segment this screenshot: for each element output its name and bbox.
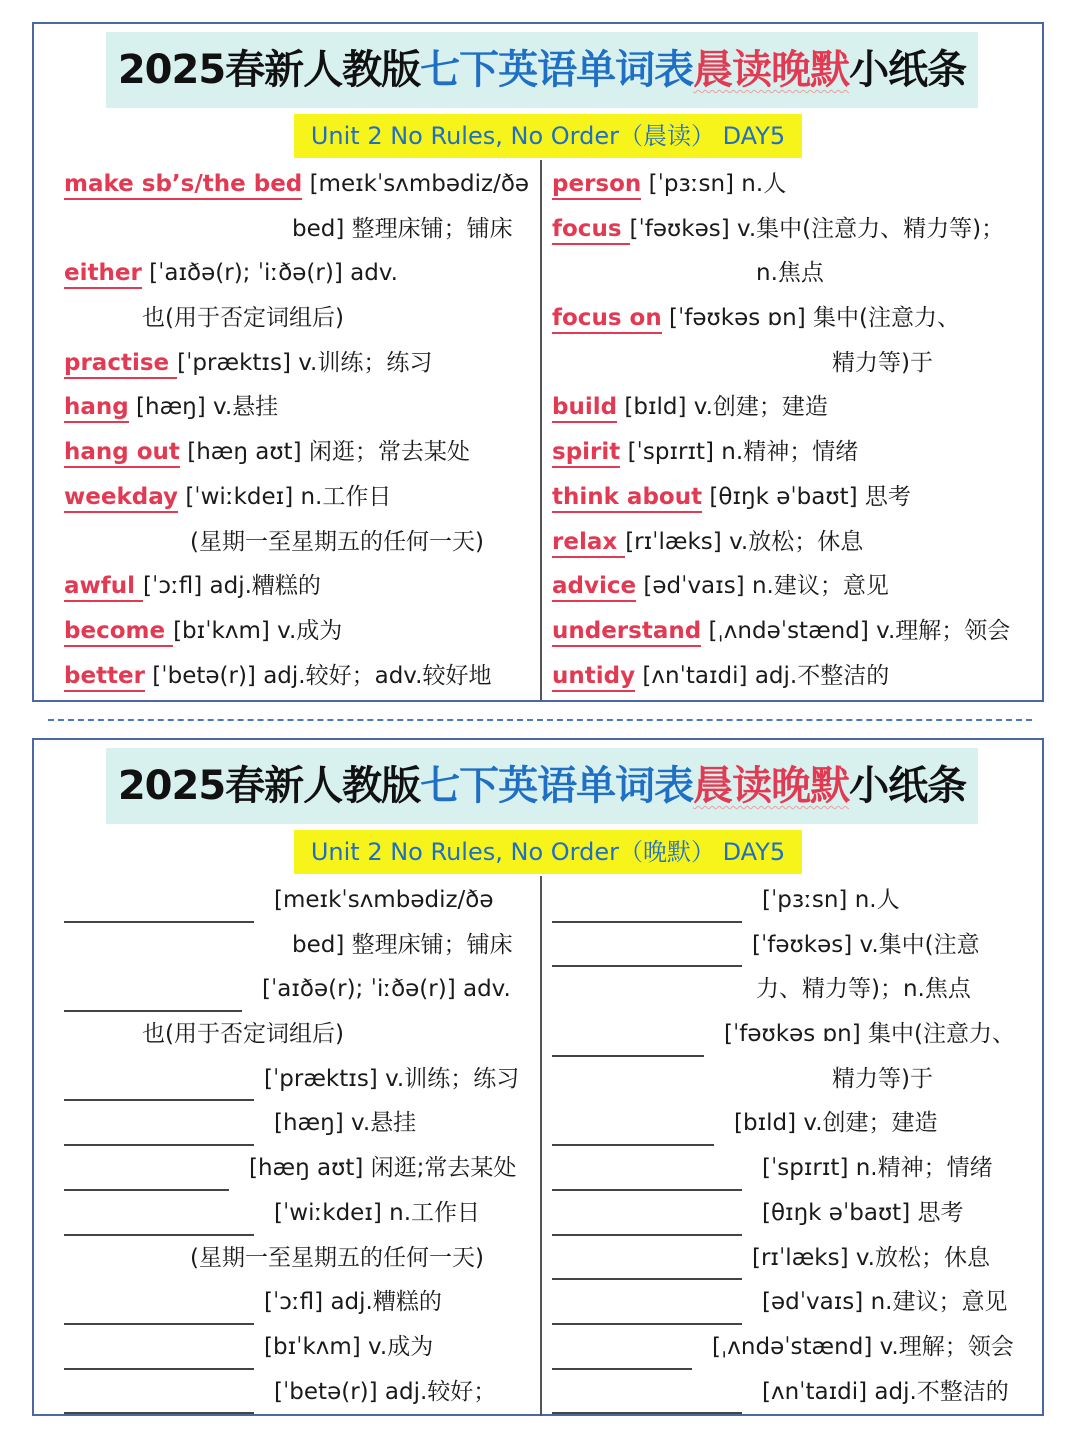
vocab-line bbox=[64, 520, 534, 565]
answer-blank[interactable] bbox=[552, 935, 742, 967]
vocab-line bbox=[64, 1370, 534, 1415]
vocab-line bbox=[552, 1101, 1032, 1146]
vocab-word: advice bbox=[552, 573, 636, 602]
vocab-line bbox=[64, 430, 534, 475]
vocab-word: understand bbox=[552, 618, 701, 647]
vocab-line bbox=[552, 1280, 1032, 1325]
vocab-word: become bbox=[64, 618, 173, 647]
vocab-definition: [ˈfəʊkəs ɒn] 集中(注意力、 bbox=[661, 305, 960, 332]
vocab-definition: [ədˈvaɪs] n.建议；意见 bbox=[636, 573, 889, 600]
vocab-line bbox=[552, 564, 1032, 609]
definition-continuation: bed] 整理床铺；铺床 bbox=[292, 931, 513, 958]
vocab-definition: [hæŋ aʊt] 闲逛;常去某处 bbox=[249, 1155, 517, 1182]
vocab-definition: [ˈwiːkdeɪ] n.工作日 bbox=[178, 483, 392, 510]
vocab-word: focus on bbox=[552, 305, 662, 334]
vocab-word: build bbox=[552, 394, 617, 423]
definition-continuation: bed] 整理床铺；铺床 bbox=[292, 215, 513, 242]
vocab-line bbox=[552, 654, 1032, 699]
vocab-line bbox=[552, 385, 1032, 430]
vocab-word: practise bbox=[64, 350, 177, 379]
column-divider bbox=[540, 160, 542, 700]
vocab-line bbox=[552, 296, 1032, 341]
vocab-line bbox=[64, 385, 534, 430]
vocab-definition: [ˈfəʊkəs ɒn] 集中(注意力、 bbox=[724, 1021, 1015, 1048]
definition-continuation: 也(用于否定词组后) bbox=[142, 1021, 344, 1048]
vocab-line bbox=[64, 207, 534, 252]
vocab-word: better bbox=[64, 663, 145, 692]
vocab-line bbox=[64, 296, 534, 341]
vocab-word: focus bbox=[552, 216, 630, 245]
vocab-word: hang out bbox=[64, 439, 180, 468]
answer-blank[interactable] bbox=[552, 1293, 742, 1325]
evening-subtitle: Unit 2 No Rules, No Order（晚默） DAY5 bbox=[294, 830, 802, 874]
vocab-definition: [θɪŋk əˈbaʊt] 思考 bbox=[762, 1199, 964, 1226]
answer-blank[interactable] bbox=[64, 1159, 229, 1191]
vocab-line bbox=[64, 1101, 534, 1146]
definition-continuation: 精力等)于 bbox=[832, 1065, 933, 1092]
vocab-definition: [ˌʌndəˈstænd] v.理解；领会 bbox=[712, 1333, 1014, 1360]
vocab-definition: [rɪˈlæks] v.放松；休息 bbox=[625, 528, 864, 555]
vocab-line bbox=[64, 654, 534, 699]
vocab-definition: [ʌnˈtaɪdi] adj.不整洁的 bbox=[635, 662, 890, 689]
vocab-definition: [ˌʌndəˈstænd] v.理解；领会 bbox=[701, 617, 1011, 644]
vocab-definition: [ˈɔːfl] adj.糟糕的 bbox=[143, 573, 321, 600]
vocab-line bbox=[552, 341, 1032, 386]
vocab-word: relax bbox=[552, 529, 625, 558]
vocab-line bbox=[552, 475, 1032, 520]
definition-continuation: (星期一至星期五的任何一天) bbox=[190, 1244, 484, 1271]
morning-subtitle: Unit 2 No Rules, No Order（晨读） DAY5 bbox=[294, 114, 802, 158]
vocab-line bbox=[64, 564, 534, 609]
vocab-line bbox=[552, 1057, 1032, 1102]
answer-blank[interactable] bbox=[64, 1338, 254, 1370]
answer-blank[interactable] bbox=[64, 1114, 254, 1146]
answer-blank[interactable] bbox=[64, 1069, 254, 1101]
vocab-definition: [hæŋ] v.悬挂 bbox=[128, 394, 279, 421]
answer-blank[interactable] bbox=[64, 1204, 254, 1236]
answer-blank[interactable] bbox=[64, 980, 242, 1012]
vocab-line bbox=[552, 1370, 1032, 1415]
vocab-definition: [bɪld] v.创建；建造 bbox=[734, 1110, 938, 1137]
vocab-definition: [bɪˈkʌm] v.成为 bbox=[173, 617, 343, 644]
vocab-line bbox=[552, 878, 1032, 923]
vocab-definition: [rɪˈlæks] v.放松；休息 bbox=[752, 1244, 990, 1271]
vocab-definition: [ˈwiːkdeɪ] n.工作日 bbox=[274, 1199, 481, 1226]
vocab-definition: [ˈspɪrɪt] n.精神；情绪 bbox=[620, 439, 859, 466]
morning-card bbox=[32, 22, 1044, 702]
answer-blank[interactable] bbox=[64, 891, 254, 923]
vocab-line bbox=[552, 520, 1032, 565]
vocab-line bbox=[552, 967, 1032, 1012]
vocab-line bbox=[64, 162, 534, 207]
answer-blank[interactable] bbox=[64, 1293, 254, 1325]
vocab-line bbox=[552, 162, 1032, 207]
vocab-definition: [meɪkˈsʌmbədiz/ðə bbox=[302, 171, 530, 197]
vocab-definition: [bɪˈkʌm] v.成为 bbox=[264, 1333, 434, 1360]
vocab-definition: [ˈaɪðə(r); ˈiːðə(r)] adv. bbox=[262, 976, 511, 1003]
vocab-line bbox=[64, 341, 534, 386]
definition-continuation: 力、精力等)；n.焦点 bbox=[756, 976, 971, 1003]
vocab-line bbox=[64, 475, 534, 520]
vocab-definition: [ˈfəʊkəs] v.集中(注意力、精力等)； bbox=[629, 215, 1005, 242]
column-divider bbox=[540, 876, 542, 1416]
title-part3: 晨读晚默 bbox=[693, 47, 850, 93]
page-title bbox=[106, 32, 978, 108]
page-title-evening bbox=[106, 748, 978, 824]
vocab-word: make sb’s/the bed bbox=[64, 171, 302, 200]
vocab-line bbox=[64, 1146, 534, 1191]
answer-blank[interactable] bbox=[64, 1382, 254, 1414]
vocab-line bbox=[552, 251, 1032, 296]
vocab-line bbox=[552, 1236, 1032, 1281]
vocab-line bbox=[64, 1191, 534, 1236]
title-part1: 2025春新人教版 bbox=[117, 47, 421, 93]
answer-blank[interactable] bbox=[552, 1338, 692, 1370]
title-part1: 2025春新人教版 bbox=[117, 763, 421, 809]
vocab-line bbox=[64, 923, 534, 968]
vocab-definition: [ˈfəʊkəs] v.集中(注意 bbox=[752, 931, 980, 958]
vocab-line bbox=[64, 1057, 534, 1102]
answer-blank[interactable] bbox=[552, 891, 742, 923]
title-part4: 小纸条 bbox=[849, 47, 967, 93]
definition-continuation: 精力等)于 bbox=[832, 349, 933, 376]
answer-blank[interactable] bbox=[552, 1248, 742, 1280]
vocab-line bbox=[64, 1236, 534, 1281]
vocab-word: untidy bbox=[552, 663, 635, 692]
vocab-definition: [ʌnˈtaɪdi] adj.不整洁的 bbox=[762, 1378, 1009, 1405]
vocab-line bbox=[64, 967, 534, 1012]
vocab-definition: [ədˈvaɪs] n.建议；意见 bbox=[762, 1289, 1008, 1316]
vocab-definition: [ˈɔːfl] adj.糟糕的 bbox=[264, 1289, 442, 1316]
vocab-line bbox=[552, 1146, 1032, 1191]
vocab-line bbox=[64, 1012, 534, 1057]
vocab-definition: [bɪld] v.创建；建造 bbox=[617, 394, 828, 421]
answer-blank[interactable] bbox=[552, 1204, 742, 1236]
vocab-line bbox=[64, 251, 534, 296]
title-part4: 小纸条 bbox=[849, 763, 967, 809]
vocab-line bbox=[552, 1191, 1032, 1236]
vocab-line bbox=[64, 1325, 534, 1370]
answer-blank[interactable] bbox=[552, 1159, 742, 1191]
vocab-line bbox=[552, 1325, 1032, 1370]
vocab-definition: [ˈpɜːsn] n.人 bbox=[641, 171, 787, 197]
vocab-definition: [θɪŋk əˈbaʊt] 思考 bbox=[702, 483, 911, 510]
title-part3: 晨读晚默 bbox=[693, 763, 850, 809]
vocab-definition: [ˈpræktɪs] v.训练；练习 bbox=[177, 349, 433, 376]
vocab-line bbox=[552, 609, 1032, 654]
vocab-definition: [ˈbetə(r)] adj.较好；adv.较好地 bbox=[145, 662, 492, 689]
vocab-definition: [ˈbetə(r)] adj.较好； bbox=[274, 1378, 497, 1405]
vocab-word: hang bbox=[64, 394, 129, 423]
title-part2: 七下英语单词表 bbox=[420, 763, 694, 809]
vocab-line bbox=[552, 923, 1032, 968]
definition-continuation: n.焦点 bbox=[756, 260, 824, 287]
dashed-separator bbox=[48, 719, 1032, 721]
vocab-line bbox=[552, 207, 1032, 252]
title-part2: 七下英语单词表 bbox=[420, 47, 694, 93]
vocab-definition: [ˈaɪðə(r); ˈiːðə(r)] adv. bbox=[141, 260, 398, 287]
evening-card bbox=[32, 738, 1044, 1416]
vocab-line bbox=[552, 1012, 1032, 1057]
vocab-word: spirit bbox=[552, 439, 620, 468]
answer-blank[interactable] bbox=[552, 1025, 704, 1057]
vocab-line bbox=[64, 609, 534, 654]
vocab-word: awful bbox=[64, 573, 143, 602]
evening-left-column bbox=[64, 878, 534, 1414]
vocab-definition: [ˈpɜːsn] n.人 bbox=[762, 887, 900, 913]
vocab-definition: [ˈspɪrɪt] n.精神；情绪 bbox=[762, 1155, 993, 1182]
vocab-definition: [ˈpræktɪs] v.训练；练习 bbox=[264, 1065, 520, 1092]
vocab-line bbox=[552, 430, 1032, 475]
vocab-word: weekday bbox=[64, 484, 178, 513]
vocab-word: think about bbox=[552, 484, 702, 513]
evening-right-column bbox=[552, 878, 1032, 1414]
answer-blank[interactable] bbox=[552, 1114, 714, 1146]
vocab-word: person bbox=[552, 171, 641, 200]
vocab-definition: [hæŋ] v.悬挂 bbox=[274, 1110, 417, 1137]
morning-left-column bbox=[64, 162, 534, 698]
answer-blank[interactable] bbox=[552, 1382, 742, 1414]
vocab-line bbox=[64, 1280, 534, 1325]
definition-continuation: (星期一至星期五的任何一天) bbox=[190, 528, 484, 555]
vocab-line bbox=[64, 878, 534, 923]
morning-right-column bbox=[552, 162, 1032, 698]
vocab-definition: [meɪkˈsʌmbədiz/ðə bbox=[274, 887, 494, 913]
vocab-word: either bbox=[64, 260, 142, 289]
definition-continuation: 也(用于否定词组后) bbox=[142, 305, 344, 332]
vocab-definition: [hæŋ aʊt] 闲逛；常去某处 bbox=[179, 439, 470, 466]
